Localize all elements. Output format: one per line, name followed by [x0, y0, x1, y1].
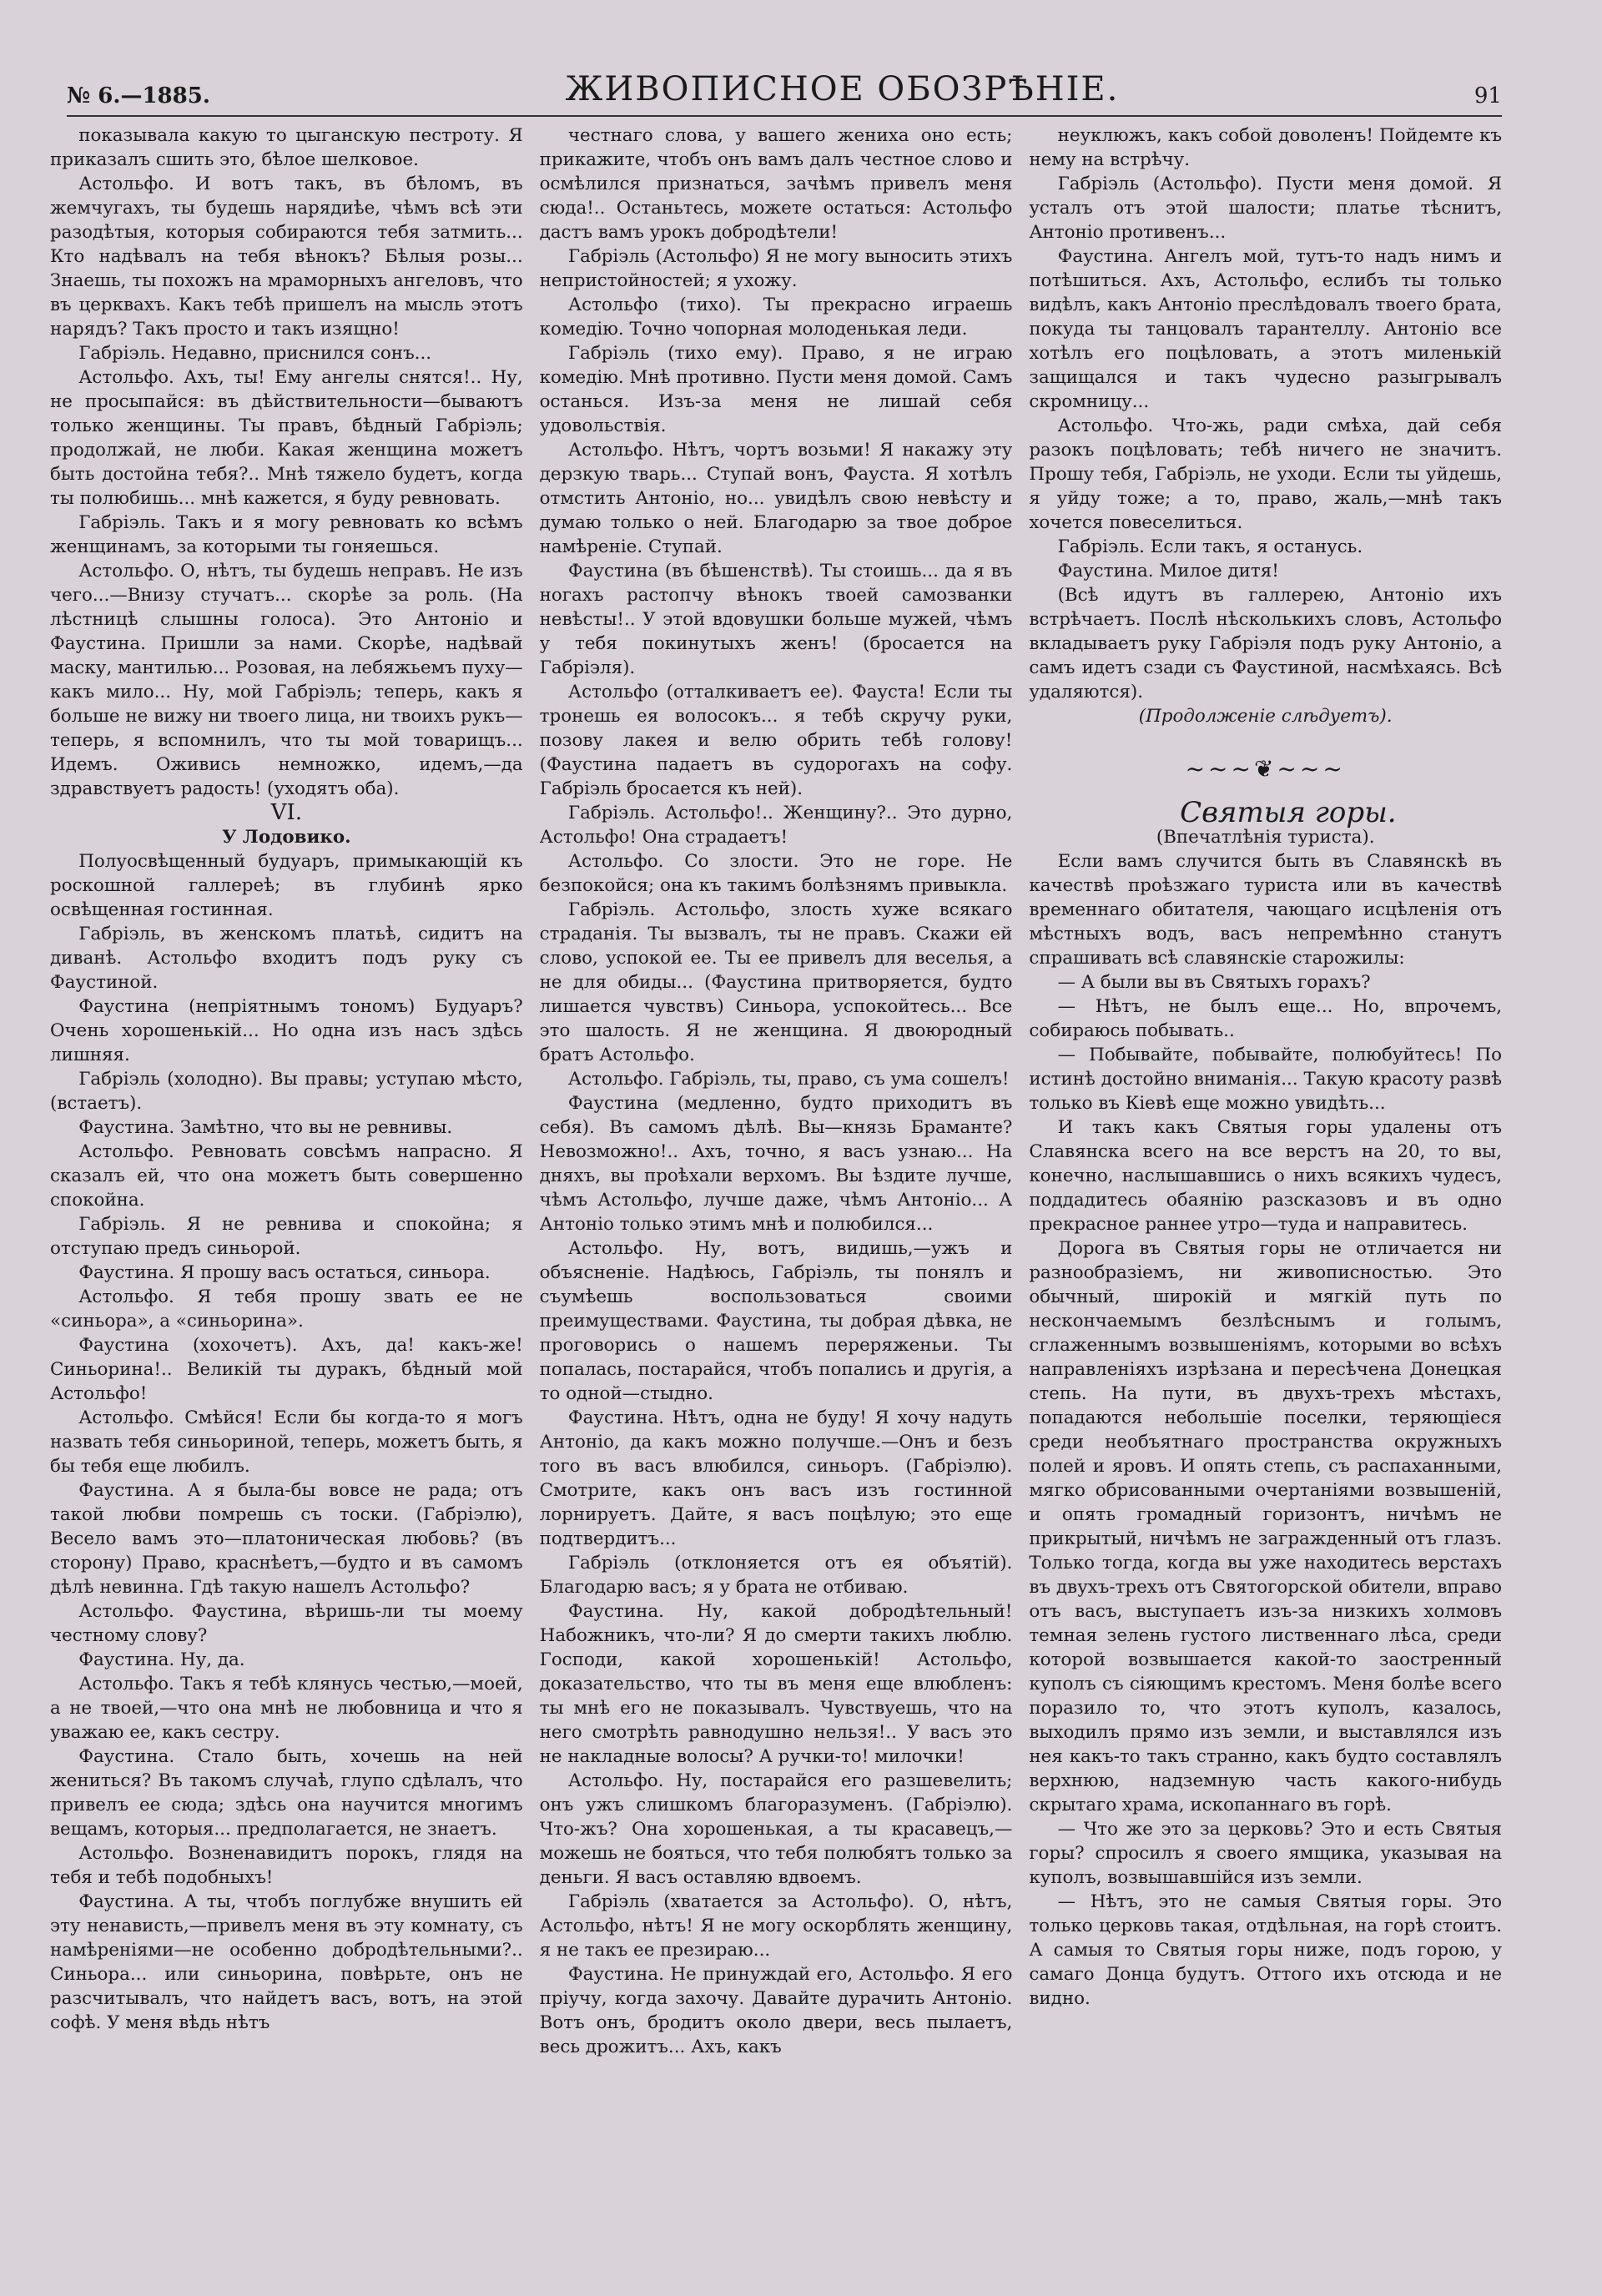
page-header: [67, 58, 1502, 117]
paragraph: Полуосвѣщенный будуаръ, примыкающій къ роскошной галлереѣ; въ глубинѣ ярко освѣщенная гостинная.: [50, 851, 523, 920]
paragraph: Астольфо (тихо). Ты прекрасно играешь комедію. Точно чопорная молоденькая леди.: [539, 295, 1013, 340]
journal-title: ЖИВОПИСНОЕ ОБОЗРѢНІЕ.: [565, 70, 1120, 108]
paragraph: Фаустина. А ты, чтобъ поглубже внушить ей эту ненависть,—привелъ меня въ эту комнату, съ намѣреніями—не особенно добродѣтельными?.. Синьора... или синьорина, повѣрьте, онъ не разсчитывалъ, что найдетъ васъ, вотъ, на этой софѣ. У меня вѣдь нѣтъ: [50, 1891, 523, 2033]
paragraph: Если вамъ случится быть въ Славянскѣ въ качествѣ проѣзжаго туриста или въ качествѣ временнаго обитателя, чающаго исцѣленія отъ мѣстныхъ водъ, васъ непремѣнно станутъ спрашивать всѣ славянскіе старожилы:: [1029, 851, 1503, 969]
paragraph: Астольфо. Смѣйся! Если бы когда-то я могъ назвать тебя синьориной, теперь, можетъ быть, я бы тебя еще любилъ.: [50, 1407, 523, 1477]
paragraph: У Лодовико.: [222, 827, 351, 848]
column-1: [50, 123, 523, 2276]
issue-number: № 6.—1885.: [67, 83, 210, 108]
paragraph: Фаустина (въ бѣшенствѣ). Ты стоишь... да я въ ногахъ растопчу вѣнокъ твоей самозванки невѣсты!.. У этой вдовушки больше мужей, чѣмъ у тебя покинутыхъ женъ! (бросается на Габріэля).: [539, 561, 1013, 678]
paragraph: Фаустина. Ну, какой добродѣтельный! Набожникъ, что-ли? Я до смерти такихъ люблю. Господи, какой хорошенькій! Астольфо, доказательство, что ты въ меня еще влюбленъ: ты мнѣ его не показывалъ. Чувствуешь, что на него смотрѣть равнодушно нельзя!.. У васъ это не накладные волосы? А ручки-то! милочки!: [539, 1601, 1013, 1767]
paragraph: Габріэль. Астольфо!.. Женщину?.. Это дурно, Астольфо! Она страдаетъ!: [539, 803, 1013, 848]
paragraph: — А были вы въ Святыхъ горахъ?: [1057, 972, 1371, 993]
paragraph: Фаустина (хохочетъ). Ахъ, да! какъ-же! Синьорина!.. Великій ты дуракъ, бѣдный мой Астольфо!: [50, 1335, 523, 1404]
paragraph: Астольфо. И вотъ такъ, въ бѣломъ, въ жемчугахъ, ты будешь нарядиѣе, чѣмъ всѣ эти разодѣтыя, которыя собираются тебя затмить... Кто надѣвалъ на тебя вѣнокъ? Бѣлыя розы... Знаешь, ты похожъ на мраморныхъ ангеловъ, что въ церквахъ. Какъ тебѣ пришелъ на мысль этотъ нарядъ? Такъ просто и такъ изящно!: [50, 174, 523, 340]
ornament-divider: ~~~❦~~~: [1185, 755, 1346, 783]
paragraph: Фаустина. Замѣтно, что вы не ревнивы.: [78, 1117, 453, 1138]
paragraph: Святыя горы.: [1180, 796, 1397, 829]
column-3: [1029, 123, 1502, 2276]
paragraph: — Что же это за церковь? Это и есть Святыя горы? спросилъ я своего ямщика, указывая на куполъ, возвышавшійся изъ земли.: [1029, 1819, 1503, 1888]
paragraph: — Нѣтъ, это не самыя Святыя горы. Это только церковь такая, отдѣльная, на горѣ стоитъ. А самыя то Святыя горы ниже, подъ горою, у самаго Донца будутъ. Оттого ихъ отсюда и не видно.: [1029, 1891, 1503, 2009]
paragraph: Астольфо. Фаустина, вѣришь-ли ты моему честному слову?: [50, 1601, 523, 1646]
paragraph: Астольфо (отталкиваетъ ее). Фауста! Если ты тронешь ея волосокъ... я тебѣ скручу руки, позову лакея и велю обрить тебѣ голову! (Фаустина падаетъ въ судорогахъ на софу. Габріэль бросается къ ней).: [539, 682, 1013, 799]
paragraph: Габріэль (тихо ему). Право, я не играю комедію. Мнѣ противно. Пусти меня домой. Самъ останься. Изъ-за меня не лишай себя удовольствія.: [539, 343, 1013, 436]
paragraph: (Впечатлѣнія туриста).: [1156, 827, 1375, 848]
paragraph: Габріэль. Если такъ, я останусь.: [1057, 536, 1363, 557]
paragraph: Фаустина. А я была-бы вовсе не рада; отъ такой любви помрешь съ тоски. (Габріэлю), Весело вамъ это—платоническая любовь? (въ сторону) Право, краснѣетъ,—будто и въ самомъ дѣлѣ невинна. Гдѣ такую нашелъ Астольфо?: [50, 1480, 523, 1598]
paragraph: VI.: [270, 800, 302, 825]
paragraph: — Нѣтъ, не былъ еще... Но, впрочемъ, собираюсь побывать..: [1029, 996, 1503, 1041]
paragraph: Астольфо. Со злости. Это не горе. Не безпокойся; она къ такимъ болѣзнямъ привыкла.: [539, 851, 1013, 896]
paragraph: неуклюжъ, какъ собой доволенъ! Пойдемте къ нему на встрѣчу.: [1029, 125, 1503, 170]
paragraph: Габріэль, въ женскомъ платьѣ, сидитъ на диванѣ. Астольфо входитъ подъ руку съ Фаустиной.: [50, 924, 523, 993]
paragraph: Дорога въ Святыя горы не отличается ни разнообразіемъ, ни живописностью. Это обычный, широкій и мягкій путь по нескончаемымъ безлѣснымъ и голымъ, сглаженнымъ возвышеніямъ, которыми во всѣхъ направленіяхъ изрѣзана и пересѣчена Донецкая степь. На пути, въ двухъ-трехъ мѣстахъ, попадаются небольшіе поселки, теряющіеся среди необъятнаго пространства окружныхъ полей и яровъ. И опять степь, съ распаханными, мягко обрисованными очертаніями возвышеній, и опять громадный горизонтъ, ничѣмъ не прикрытый, ничѣмъ не загражденный отъ глазъ. Только тогда, когда вы уже находитесь верстахъ въ двухъ-трехъ отъ Святогорской обители, вправо отъ васъ, выступаетъ изъ-за низкихъ холмовъ темная зелень густого лиственнаго лѣса, среди которой возвышается какой-то заостренный куполъ съ сіяющимъ крестомъ. Меня болѣе всего поразило то, что этотъ куполъ, казалось, выходилъ прямо изъ земли, и выставлялся изъ нея какъ-то такъ странно, какъ будто составлялъ верхнюю, надземную часть какого-нибудь скрытаго храма, ископаннаго въ горѣ.: [1029, 1238, 1503, 1815]
paragraph: Астольфо. Ну, вотъ, видишь,—ужъ и объясненіе. Надѣюсь, Габріэль, ты понялъ и съумѣешь воспользоваться своими преимуществами. Фаустина, ты добрая дѣвка, не проговорись о нашемъ переряженьи. Ты попалась, постарайся, чтобъ попались и другія, а то одной—стыдно.: [539, 1238, 1013, 1404]
paragraph: показывала какую то цыганскую пестроту. Я приказалъ сшить это, бѣлое шелковое.: [50, 125, 523, 170]
paragraph: Астольфо. Нѣтъ, чортъ возьми! Я накажу эту дерзкую тварь... Ступай вонъ, Фауста. Я хотѣлъ отмстить Антоніо, но... увидѣлъ свою невѣсту и думаю только о ней. Благодарю за твое доброе намѣреніе. Ступай.: [539, 440, 1013, 557]
paragraph: Астольфо. О, нѣтъ, ты будешь неправъ. Не изъ чего...—Внизу стучатъ... скорѣе за роль. (На лѣстницѣ слышны голоса). Это Антоніо и Фаустина. Пришли за нами. Скорѣе, надѣвай маску, мантилью... Розовая, на лебяжьемъ пуху—какъ мило... Ну, мой Габріэль; теперь, какъ я больше не вижу ни твоего лица, ни твоихъ рукъ—теперь, я вспомнилъ, что ты мой товарищъ... Идемъ. Оживись немножко, идемъ,—да здравствуетъ радость! (уходятъ оба).: [50, 561, 523, 799]
paragraph: — Побывайте, побывайте, полюбуйтесь! По истинѣ достойно вниманія... Такую красоту развѣ только въ Кіевѣ еще можно увидѣть...: [1029, 1045, 1503, 1114]
paragraph: Габріэль. Астольфо, злость хуже всякаго страданія. Ты вызвалъ, ты не правъ. Скажи ей слово, успокой ее. Ты ее привелъ для веселья, а не для обиды... (Фаустина притворяется, будто лишается чувствъ) Синьора, успокойтесь... Все это шалость. Я не женщина. Я двоюродный братъ Астольфо.: [539, 899, 1013, 1065]
text-columns: [50, 123, 1502, 2276]
paragraph: Габріэль (хватается за Астольфо). О, нѣтъ, Астольфо, нѣтъ! Я не могу оскорблять женщину, я не такъ ее презираю...: [539, 1891, 1013, 1961]
paragraph: Астольфо. Что-жь, ради смѣха, дай себя разокъ поцѣловать; тебѣ ничего не значитъ. Прошу тебя, Габріэль, не уходи. Если ты уйдешь, я уйду тоже; а то, право, жаль,—мнѣ такъ хочется повеселиться.: [1029, 415, 1503, 533]
paragraph: Астольфо. Возненавидитъ порокъ, глядя на тебя и тебѣ подобныхъ!: [50, 1843, 523, 1888]
paragraph: Астольфо. Ревновать совсѣмъ напрасно. Я сказалъ ей, что она можетъ быть совершенно спокойна.: [50, 1141, 523, 1211]
paragraph: Габріэль (отклоняется отъ ея объятій). Благодарю васъ; я у брата не отбиваю.: [539, 1553, 1013, 1598]
paragraph: Фаустина (медленно, будто приходитъ въ себя). Въ самомъ дѣлѣ. Вы—князь Браманте? Невозможно!.. Ахъ, точно, я васъ узнаю... На дняхъ, вы проѣхали верхомъ. Вы ѣздите лучше, чѣмъ Астольфо, лучше даже, чѣмъ Антоніо... А Антоніо только этимъ мнѣ и полюбился...: [539, 1093, 1013, 1235]
paragraph: Астольфо. Такъ я тебѣ клянусь честью,—моей, а не твоей,—что она мнѣ не любовница и что я уважаю ее, какъ сестру.: [50, 1674, 523, 1743]
paragraph: Астольфо. Ну, постарайся его разшевелить; онъ ужъ слишкомъ благоразуменъ. (Габріэлю). Что-жъ? Она хорошенькая, а ты красавецъ,—можешь не бояться, что тебя полюбятъ только за деньги. Я васъ оставляю вдвоемъ.: [539, 1770, 1013, 1888]
paragraph: Астольфо. Ахъ, ты! Ему ангелы снятся!.. Ну, не просыпайся: въ дѣйствительности—бываютъ только женщины. Ты правъ, бѣдный Габріэль; продолжай, не люби. Какая женщина можетъ быть достойна тебя?.. Мнѣ тяжело будетъ, когда ты полюбишь... мнѣ кажется, я буду ревновать.: [50, 367, 523, 509]
paragraph: Габріэль. Недавно, приснился сонъ...: [78, 343, 432, 364]
paragraph: Габріэль (Астольфо) Я не могу выносить этихъ непристойностей; я ухожу.: [539, 246, 1013, 291]
paragraph: Фаустина. Милое дитя!: [1057, 561, 1279, 582]
paragraph: Астольфо. Габріэль, ты, право, съ ума сошелъ!: [567, 1069, 1010, 1090]
paragraph: Габріэль. Такъ и я могу ревновать ко всѣмъ женщинамъ, за которыми ты гоняешься.: [50, 512, 523, 557]
paragraph: Фаустина (непріятнымъ тономъ) Будуаръ? Очень хорошенькій... Но одна изъ насъ здѣсь лишняя.: [50, 996, 523, 1065]
paragraph: Габріэль. Я не ревнива и спокойна; я отступаю предъ синьорой.: [50, 1214, 523, 1259]
paragraph: (Всѣ идутъ въ галлерею, Антоніо ихъ встрѣчаетъ. Послѣ нѣсколькихъ словъ, Астольфо вкладываетъ руку Габріэля подъ руку Антоніо, а самъ идетъ сзади съ Фаустиной, насмѣхаясь. Всѣ удаляются).: [1029, 585, 1503, 702]
paragraph: Габріэль (Астольфо). Пусти меня домой. Я усталъ отъ этой шалости; платье тѣснитъ, Антоніо противенъ...: [1029, 174, 1503, 243]
column-2: [540, 123, 1013, 2276]
paragraph: И такъ какъ Святыя горы удалены отъ Славянска всего на все верстъ на 20, то вы, конечно, наслышавшись о нихъ всякихъ чудесъ, поддадитесь обаянію разсказовъ и въ одно прекрасное раннее утро—туда и направитесь.: [1029, 1117, 1503, 1235]
paragraph: Фаустина. Я прошу васъ остаться, синьора.: [78, 1262, 491, 1283]
paragraph: Фаустина. Не принуждай его, Астольфо. Я его пріучу, когда захочу. Давайте дурачить Антоніо. Вотъ онъ, бродитъ около двери, весь пылаетъ, весь дрожитъ... Ахъ, какъ: [539, 1964, 1013, 2057]
paragraph: Фаустина. Стало быть, хочешь на ней жениться? Въ такомъ случаѣ, глупо сдѣлалъ, что привелъ ее сюда; здѣсь она научится многимъ вещамъ, которыя... предполагается, не знаетъ.: [50, 1746, 523, 1840]
paragraph: (Продолженіе слѣдуетъ).: [1138, 706, 1393, 727]
paragraph: Фаустина. Ангелъ мой, тутъ-то надъ нимъ и потѣшиться. Ахъ, Астольфо, еслибъ ты только видѣлъ, какъ Антоніо преслѣдовалъ твоего брата, покуда ты танцовалъ тарантеллу. Антоніо все хотѣлъ его поцѣловать, а этотъ миленькій защищался и такъ чудесно разыгрывалъ скромницу...: [1029, 246, 1503, 412]
paragraph: Габріэль (холодно). Вы правы; уступаю мѣсто, (встаетъ).: [50, 1069, 523, 1114]
paragraph: Астольфо. Я тебя прошу звать ее не «синьора», а «синьорина».: [50, 1286, 523, 1332]
paragraph: Фаустина. Ну, да.: [78, 1649, 245, 1670]
paragraph: Фаустина. Нѣтъ, одна не буду! Я хочу надуть Антоніо, да какъ можно получше.—Онъ и безъ того въ васъ влюбился, синьоръ. (Габріэлю). Смотрите, какъ онъ васъ изъ гостинной лорнируетъ. Дайте, я васъ поцѣлую; это еще подтвердитъ...: [539, 1407, 1013, 1549]
page-number: 91: [1474, 83, 1502, 108]
paragraph: честнаго слова, у вашего жениха оно есть; прикажите, чтобъ онъ вамъ далъ честное слово и осмѣлился признаться, зачѣмъ привелъ меня сюда!.. Останьтесь, можете остаться: Астольфо дастъ вамъ урокъ добродѣтели!: [539, 125, 1013, 243]
